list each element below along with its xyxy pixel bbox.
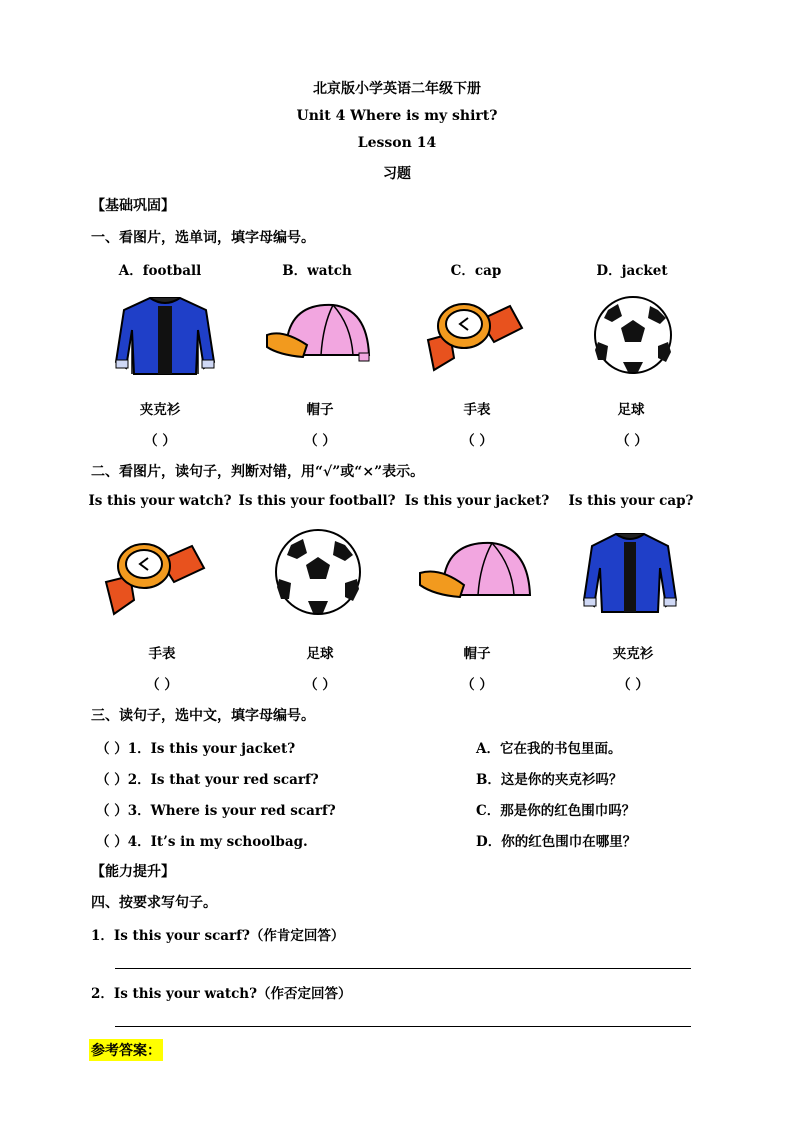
q1-instruction: 一、看图片，选单词，填字母编号。 xyxy=(91,230,315,246)
q3-choice-b: B．这是你的夹克衫吗？ xyxy=(476,772,623,788)
q1-option-d: D．jacket xyxy=(596,263,668,279)
q1-option-c: C．cap xyxy=(450,263,502,279)
q4-item-2: 2．Is this your watch?（作否定回答） xyxy=(91,986,352,1002)
q1-answer-blank-2[interactable]: （ ） xyxy=(304,433,336,449)
q4-item-1: 1．Is this your scarf?（作肯定回答） xyxy=(91,928,345,944)
answer-line-2[interactable] xyxy=(115,1026,691,1027)
q3-sentence-4[interactable]: （ ）4．It’s in my schoolbag. xyxy=(96,834,308,850)
q2-question-4: Is this your cap? xyxy=(568,493,694,509)
q2-answer-blank-1[interactable]: （ ） xyxy=(146,677,178,693)
section-advanced-heading: 【能力提升】 xyxy=(91,864,175,880)
jacket-icon xyxy=(110,290,220,380)
q2-question-2: Is this your football? xyxy=(238,493,396,509)
q3-instruction: 三、读句子，选中文，填字母编号。 xyxy=(91,708,315,724)
section-basic-heading: 【基础巩固】 xyxy=(91,198,175,214)
q2-answer-blank-4[interactable]: （ ） xyxy=(617,677,649,693)
watch-icon xyxy=(420,290,530,380)
q3-sentence-2[interactable]: （ ）2．Is that your red scarf? xyxy=(96,772,319,788)
q2-caption-4: 夹克衫 xyxy=(612,646,654,662)
q2-question-1: Is this your watch? xyxy=(88,493,232,509)
q3-choice-d: D．你的红色围巾在哪里？ xyxy=(476,834,637,850)
q1-answer-blank-4[interactable]: （ ） xyxy=(616,433,648,449)
book-title: 北京版小学英语二年级下册 xyxy=(313,81,481,97)
q4-instruction: 四、按要求写句子。 xyxy=(91,895,217,911)
q1-caption-3: 手表 xyxy=(463,402,491,418)
q2-answer-blank-2[interactable]: （ ） xyxy=(304,677,336,693)
football-icon xyxy=(263,527,373,617)
q1-caption-1: 夹克衫 xyxy=(139,402,181,418)
q2-caption-3: 帽子 xyxy=(463,646,491,662)
q1-option-a: A．football xyxy=(118,263,202,279)
q1-answer-blank-1[interactable]: （ ） xyxy=(144,433,176,449)
q1-caption-4: 足球 xyxy=(617,402,645,418)
unit-title: Unit 4 Where is my shirt? xyxy=(296,108,498,124)
q2-question-3: Is this your jacket? xyxy=(404,493,550,509)
q2-instruction: 二、看图片，读句子，判断对错，用“√”或“×”表示。 xyxy=(91,464,425,480)
q1-caption-2: 帽子 xyxy=(306,402,334,418)
q3-choice-a: A．它在我的书包里面。 xyxy=(476,741,622,757)
cap-icon xyxy=(263,295,373,385)
q3-choice-c: C．那是你的红色围巾吗？ xyxy=(476,803,636,819)
q3-sentence-3[interactable]: （ ）3．Where is your red scarf? xyxy=(96,803,336,819)
answer-line-1[interactable] xyxy=(115,968,691,969)
cap-icon xyxy=(416,535,526,625)
football-icon xyxy=(578,290,688,380)
q2-caption-1: 手表 xyxy=(148,646,176,662)
answer-key-label: 参考答案： xyxy=(89,1039,163,1061)
lesson-title: Lesson 14 xyxy=(357,135,437,151)
q2-caption-2: 足球 xyxy=(306,646,334,662)
jacket-icon xyxy=(580,528,690,618)
q1-option-b: B．watch xyxy=(282,263,352,279)
q2-answer-blank-3[interactable]: （ ） xyxy=(461,677,493,693)
q3-sentence-1[interactable]: （ ）1．Is this your jacket? xyxy=(96,741,296,757)
watch-icon xyxy=(100,530,210,620)
exercise-type: 习题 xyxy=(383,166,411,182)
q1-answer-blank-3[interactable]: （ ） xyxy=(461,433,493,449)
